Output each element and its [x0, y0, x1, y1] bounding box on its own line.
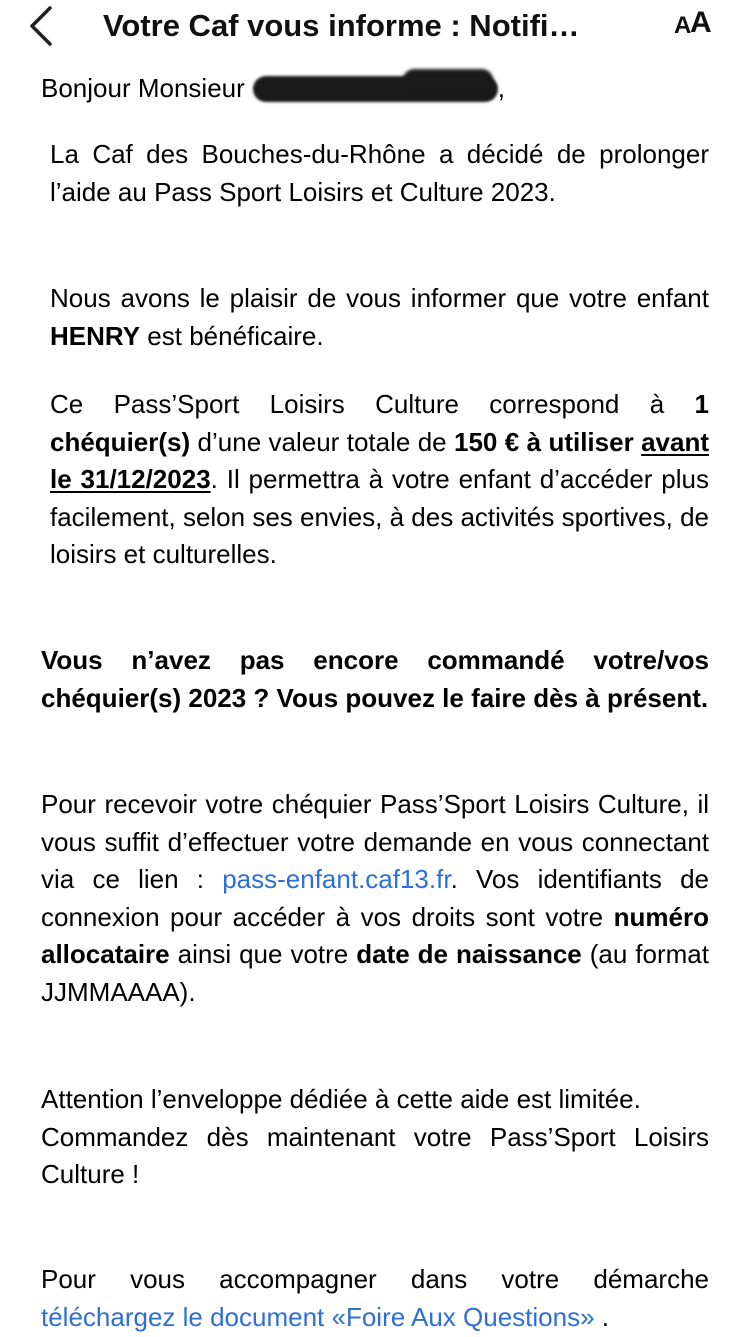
text-span: .: [594, 1301, 609, 1332]
expiry-date: avant le 31/12/2023: [50, 426, 709, 494]
text-span: . Il permettra à votre enfant d’accéder plus facilement, selon ses envies, à des activités sportives, de loisirs et culturelles.: [50, 464, 709, 569]
text-span: d’une valeur totale de: [190, 426, 455, 457]
paragraph-extension: La Caf des Bouches-du-Rhône a décidé de prolonger l’aide au Pass Sport Loisirs et Culture 2023.: [50, 139, 709, 207]
text-span: Pour recevoir votre chéquier Pass’Sport Loisirs Culture, il vous suffit d’effectuer votre demande en vous connectant via ce lien :: [41, 789, 709, 894]
text-size-large-icon: A: [690, 6, 712, 39]
paragraph-order-reminder: Vous n’avez pas encore commandé votre/vos chéquier(s) 2023 ? Vous pouvez le faire dès à présent.: [41, 645, 709, 713]
total-value: 150 € à utiliser: [454, 426, 642, 457]
allocataire-number-label: numéro allocataire: [41, 901, 709, 969]
text-size-button[interactable]: [668, 2, 724, 46]
greeting-comma: ,: [497, 73, 506, 103]
paragraph-instructions: [41, 786, 709, 1011]
pass-enfant-link[interactable]: pass-enfant.caf13.fr: [222, 864, 451, 894]
text-span: . Vos identifiants de connexion pour accéder à vos droits sont votre: [41, 864, 709, 932]
text-span: Pour vous accompagner dans votre démarche: [41, 1264, 709, 1294]
email-subject-title: Votre Caf vous informe : Notifi…: [103, 8, 580, 43]
text-span: ainsi que votre: [169, 939, 357, 969]
paragraph-beneficiary: [50, 280, 709, 355]
checkbook-count: 1 chéquier(s): [50, 389, 709, 457]
text-span: Ce Pass’Sport Loisirs Culture correspond à: [50, 389, 695, 419]
greeting-line: [41, 70, 505, 106]
warning-line: Attention l’enveloppe dédiée à cette aide est limitée.: [41, 1084, 641, 1114]
paragraph-faq: [41, 1261, 709, 1336]
redacted-name: [253, 73, 498, 105]
back-button[interactable]: [22, 4, 62, 48]
chevron-left-icon: [22, 4, 62, 48]
faq-download-link[interactable]: téléchargez le document «Foire Aux Questions»: [41, 1301, 595, 1332]
paragraph-pass-details: [50, 386, 709, 574]
text-span: (au format JJMMAAAA).: [41, 939, 709, 1007]
text-span: est bénéficaire.: [140, 320, 324, 351]
call-to-action-line: Commandez dès maintenant votre Pass’Sport Loisirs Culture !: [41, 1121, 709, 1189]
greeting-text: Bonjour Monsieur: [41, 73, 245, 103]
paragraph-warning: [41, 1081, 709, 1194]
navigation-bar: [0, 0, 750, 56]
birth-date-label: date de naissance: [356, 939, 582, 969]
child-name: HENRY: [50, 320, 141, 351]
text-size-small-icon: A: [674, 12, 692, 39]
text-span: Nous avons le plaisir de vous informer que votre enfant: [50, 283, 709, 313]
